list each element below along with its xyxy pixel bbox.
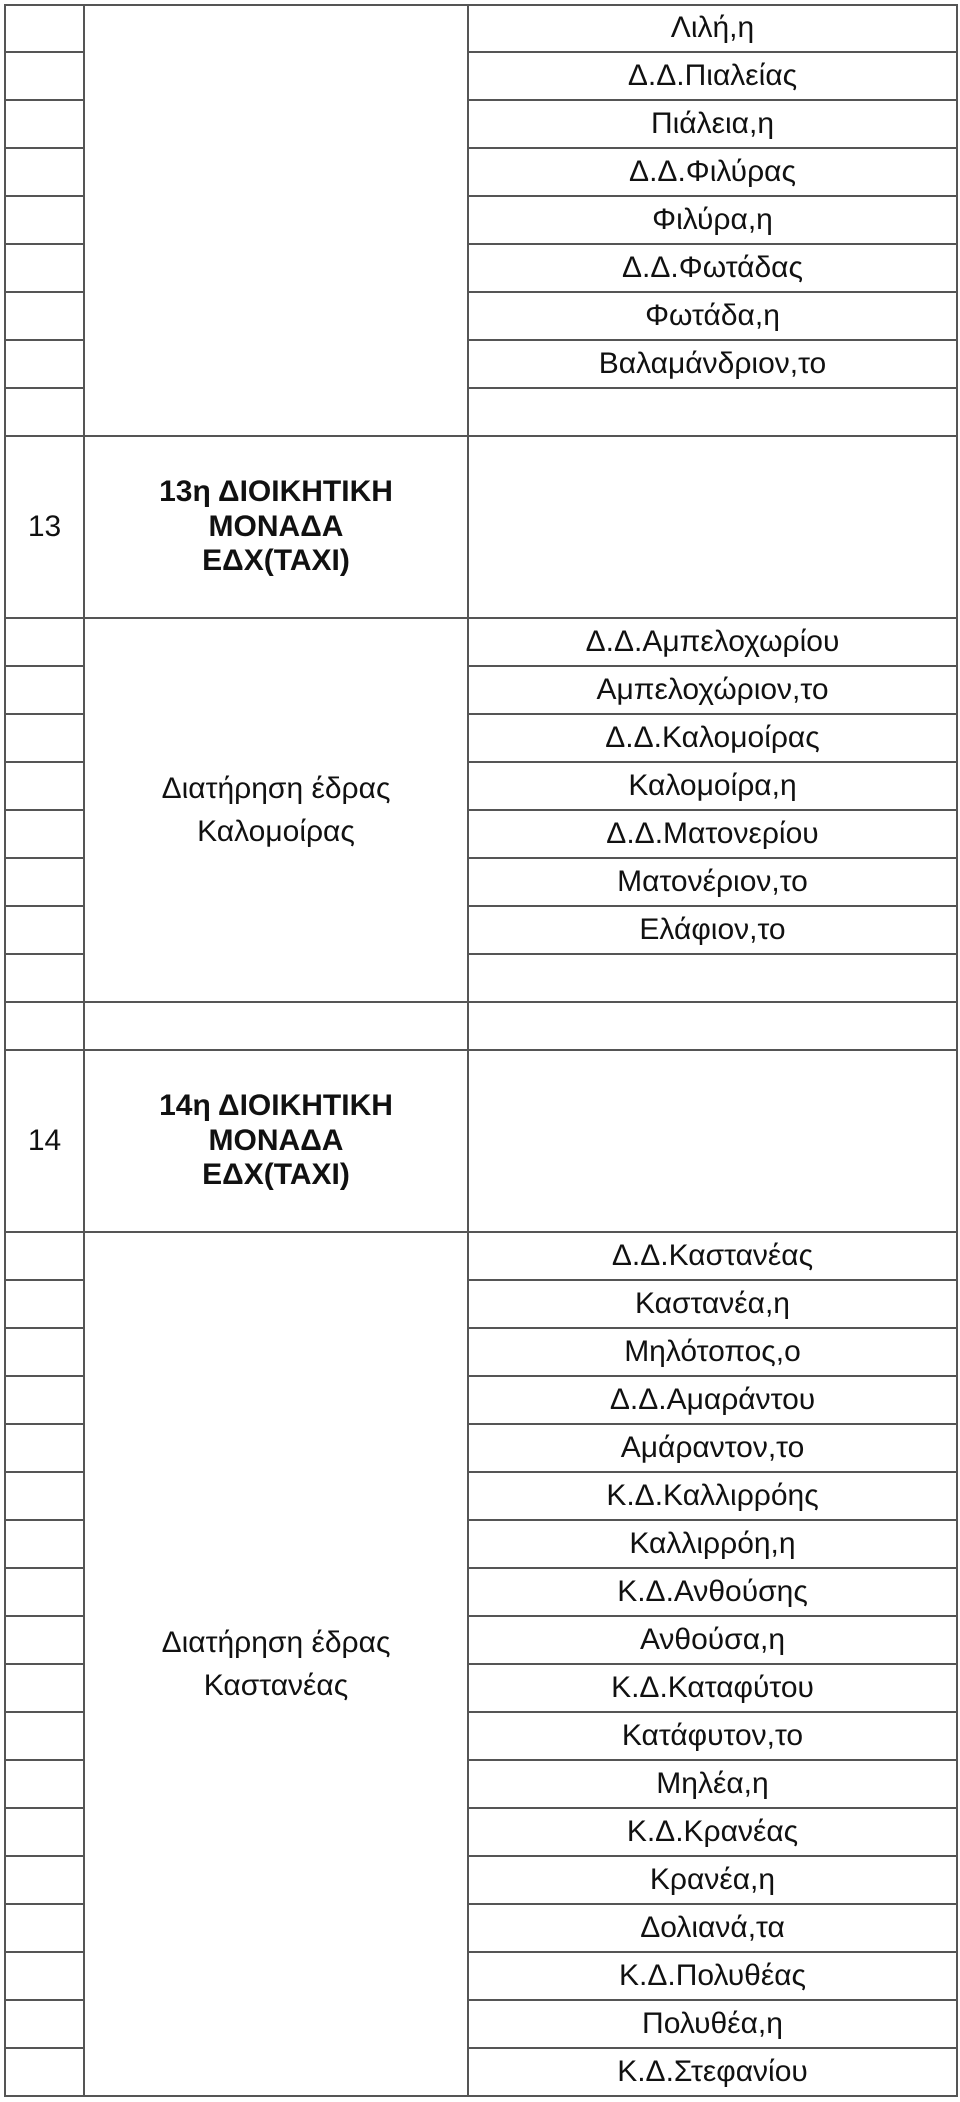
place-cell: Δ.Δ.Καστανέας (468, 1232, 957, 1280)
number-cell (5, 5, 84, 52)
place-cell: Λιλή,η (468, 5, 957, 52)
unit-header-row (5, 436, 957, 618)
place-cell: Δ.Δ.Φωτάδας (468, 244, 957, 292)
number-cell (5, 1472, 84, 1520)
place-cell (468, 388, 957, 436)
number-cell (5, 1424, 84, 1472)
unit-cell (84, 5, 468, 436)
number-cell (5, 1280, 84, 1328)
unit-header-row (5, 1050, 957, 1232)
place-cell: Δ.Δ.Καλομοίρας (468, 714, 957, 762)
number-cell (5, 714, 84, 762)
place-cell: Κ.Δ.Καλλιρρόης (468, 1472, 957, 1520)
number-cell (5, 1520, 84, 1568)
place-cell: Δολιανά,τα (468, 1904, 957, 1952)
municipal-units-table (4, 4, 958, 2097)
number-cell (5, 666, 84, 714)
number-cell (5, 1664, 84, 1712)
place-cell (468, 954, 957, 1002)
seat-line: Διατήρηση έδρας (161, 771, 391, 805)
number-cell (5, 148, 84, 196)
number-cell (5, 292, 84, 340)
number-cell (5, 954, 84, 1002)
place-cell: Αμπελοχώριον,το (468, 666, 957, 714)
place-cell: Ελάφιον,το (468, 906, 957, 954)
place-cell: Κρανέα,η (468, 1856, 957, 1904)
number-cell (5, 1856, 84, 1904)
number-cell (5, 2048, 84, 2096)
number-cell (5, 618, 84, 666)
unit-title-line: 14η ΔΙΟΙΚΗΤΙΚΗ (159, 1089, 393, 1123)
place-cell: Μηλέα,η (468, 1760, 957, 1808)
number-cell (5, 762, 84, 810)
number-cell (5, 1952, 84, 2000)
place-cell: Καλομοίρα,η (468, 762, 957, 810)
number-cell (5, 196, 84, 244)
place-cell: Δ.Δ.Ματονερίου (468, 810, 957, 858)
seat-cell (84, 1232, 468, 2096)
place-cell: Πιάλεια,η (468, 100, 957, 148)
unit-title-line: ΜΟΝΑΔΑ (208, 1123, 344, 1157)
table-row (5, 5, 957, 52)
place-cell: Πολυθέα,η (468, 2000, 957, 2048)
place-cell: Κ.Δ.Στεφανίου (468, 2048, 957, 2096)
number-cell (5, 244, 84, 292)
place-cell: Δ.Δ.Πιαλείας (468, 52, 957, 100)
place-cell: Μηλότοπος,ο (468, 1328, 957, 1376)
place-cell: Καστανέα,η (468, 1280, 957, 1328)
number-cell (5, 1328, 84, 1376)
place-cell: Ανθούσα,η (468, 1616, 957, 1664)
place-cell (468, 436, 957, 618)
number-cell (5, 1712, 84, 1760)
number-cell (5, 340, 84, 388)
place-cell: Βαλαμάνδριον,το (468, 340, 957, 388)
number-cell (5, 388, 84, 436)
number-cell (5, 1808, 84, 1856)
unit-title-line: ΕΔΧ(ΤΑΧΙ) (202, 544, 350, 578)
number-cell (5, 2000, 84, 2048)
unit-number: 13 (5, 436, 84, 618)
seat-line: Καστανέας (203, 1669, 349, 1702)
table-row (5, 1232, 957, 1280)
number-cell (5, 1376, 84, 1424)
place-cell: Φωτάδα,η (468, 292, 957, 340)
place-cell (468, 1050, 957, 1232)
number-cell (5, 858, 84, 906)
place-cell: Κ.Δ.Ανθούσης (468, 1568, 957, 1616)
unit-title-line: ΕΔΧ(ΤΑΧΙ) (202, 1158, 350, 1192)
place-cell: Δ.Δ.Αμαράντου (468, 1376, 957, 1424)
number-cell (5, 52, 84, 100)
place-cell: Καλλιρρόη,η (468, 1520, 957, 1568)
unit-title (84, 436, 468, 618)
place-cell: Κ.Δ.Καταφύτου (468, 1664, 957, 1712)
table-row (5, 618, 957, 666)
number-cell (5, 1616, 84, 1664)
number-cell (5, 1232, 84, 1280)
unit-number: 14 (5, 1050, 84, 1232)
table-row (5, 1002, 957, 1050)
place-cell: Κατάφυτον,το (468, 1712, 957, 1760)
place-cell: Κ.Δ.Κρανέας (468, 1808, 957, 1856)
number-cell (5, 100, 84, 148)
place-cell: Δ.Δ.Φιλύρας (468, 148, 957, 196)
unit-title-line: ΜΟΝΑΔΑ (208, 509, 344, 543)
number-cell (5, 1904, 84, 1952)
number-cell (5, 1760, 84, 1808)
number-cell (5, 1002, 84, 1050)
number-cell (5, 1568, 84, 1616)
place-cell: Φιλύρα,η (468, 196, 957, 244)
place-cell (468, 1002, 957, 1050)
seat-line: Διατήρηση έδρας (161, 1625, 391, 1659)
place-cell: Αμάραντον,το (468, 1424, 957, 1472)
number-cell (5, 906, 84, 954)
place-cell: Ματονέριον,το (468, 858, 957, 906)
unit-title-line: 13η ΔΙΟΙΚΗΤΙΚΗ (159, 475, 393, 509)
number-cell (5, 810, 84, 858)
seat-line: Καλομοίρας (197, 815, 355, 848)
unit-cell (84, 1002, 468, 1050)
place-cell: Δ.Δ.Αμπελοχωρίου (468, 618, 957, 666)
unit-title (84, 1050, 468, 1232)
place-cell: Κ.Δ.Πολυθέας (468, 1952, 957, 2000)
seat-cell (84, 618, 468, 1002)
